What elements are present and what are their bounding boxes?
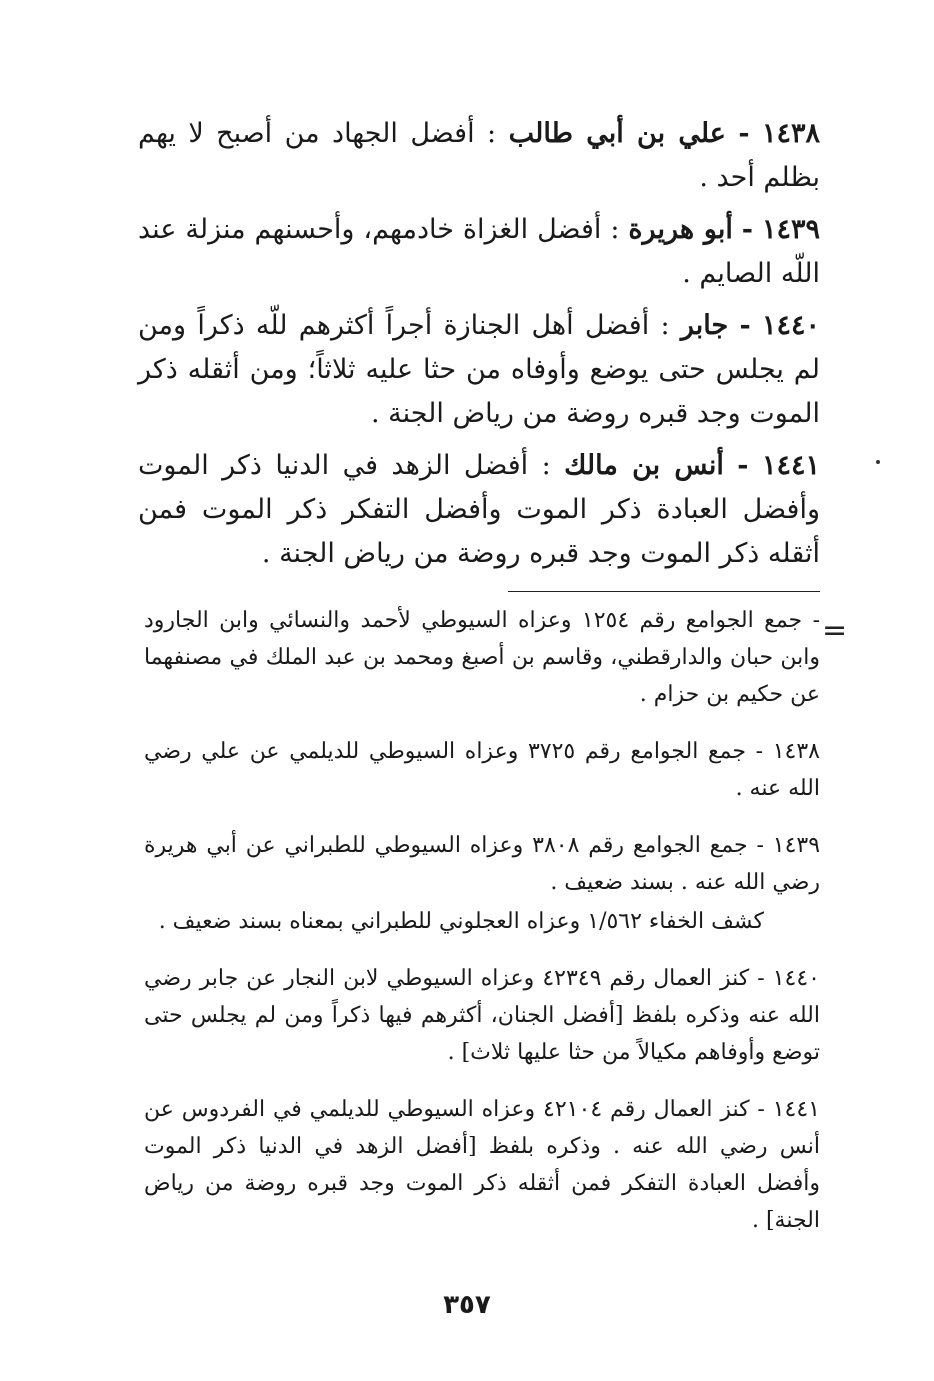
footnote-1439 [144, 827, 820, 901]
footnote-text: - جمع الجوامع رقم ١٢٥٤ وعزاه السيوطي لأحمد والنسائي وابن الجارود وابن حبان والدارقطني، وقاسم بن أصبغ ومحمد بن عبد الملك في مصنفهما عن حكيم بن حزام . [144, 608, 820, 707]
footnote-subtext: كشف الخفاء ١/٥٦٢ وعزاه العجلوني للطبراني بمعناه بسند ضعيف . [158, 909, 764, 934]
entry-separator: : [660, 310, 670, 341]
entry-text: أفضل الجهاد من أصبح لا يهم بظلم أحد . [138, 118, 820, 193]
entry-number: ١٤٣٨ [762, 118, 821, 149]
continuation-mark: = [822, 613, 848, 648]
entry-author: أنس بن مالك [564, 450, 724, 481]
footnote-text: ١٤٣٩ - جمع الجوامع رقم ٣٨٠٨ وعزاه السيوطي للطبراني عن أبي هريرة رضي الله عنه . بسند ضعيف . [144, 833, 821, 895]
entry-author: علي بن أبي طالب [508, 118, 726, 149]
footnote-continued [144, 602, 820, 713]
footnote-1439-sub [144, 903, 820, 940]
entry-dash: - [737, 450, 749, 481]
entry-1441 [138, 444, 820, 576]
entry-text: أفضل الزهد في الدنيا ذكر الموت وأفضل العبادة ذكر الموت وأفضل التفكر ذكر الموت فمن أثقله ذكر الموت وجد قبره روضة من رياض الجنة . [138, 450, 820, 569]
entry-dash: - [741, 214, 754, 245]
footnote-text: ١٤٤٠ - كنز العمال رقم ٤٢٣٤٩ وعزاه السيوطي لابن النجار عن جابر رضي الله عنه وذكره بلفظ [أفضل الجنان، أكثرهم فيها ذكراً ومن لم يجلس حتى توضع وأوفاهم مكيالاً من حثا عليها ثلاث] . [144, 966, 820, 1065]
page-number: ٣٥٧ [443, 1290, 491, 1320]
entry-dash: - [738, 118, 750, 149]
entry-1438 [138, 112, 820, 200]
entry-dash: - [739, 310, 751, 341]
stray-mark [876, 460, 880, 464]
entry-separator: : [610, 214, 620, 245]
entry-text: أفضل أهل الجنازة أجراً أكثرهم للّه ذكراً ومن لم يجلس حتى يوضع وأوفاه من حثا عليه ثلاثاً؛ ومن أثقله ذكر الموت وجد قبره روضة من رياض الجنة . [138, 310, 820, 429]
entry-1440 [138, 304, 820, 436]
entry-author: أبو هريرة [628, 214, 733, 245]
footnote-text: ١٤٤١ - كنز العمال رقم ٤٢١٠٤ وعزاه السيوطي للديلمي في الفردوس عن أنس رضي الله عنه . وذكره بلفظ [أفضل الزهد في الدنيا ذكر الموت وأفضل العبادة التفكر فمن أثقله ذكر الموت وجد قبره روضة من رياض الجنة] . [144, 1097, 820, 1233]
main-text-block [138, 112, 820, 584]
entry-1439 [138, 208, 820, 296]
footnote-1440 [144, 960, 820, 1071]
entry-author: جابر [680, 310, 729, 341]
entry-text: أفضل الغزاة خادمهم، وأحسنهم منزلة عند اللّه الصايم . [138, 214, 820, 289]
footnote-text: ١٤٣٨ - جمع الجوامع رقم ٣٧٢٥ وعزاه السيوطي للديلمي عن علي رضي الله عنه . [144, 739, 820, 801]
footnote-separator-rule [508, 591, 820, 592]
footnotes [144, 602, 820, 1259]
entry-number: ١٤٤٠ [762, 310, 821, 341]
entry-number: ١٤٤١ [761, 450, 820, 481]
entry-number: ١٤٣٩ [761, 214, 820, 245]
footnote-1438 [144, 733, 820, 807]
entry-separator: : [541, 450, 551, 481]
entry-separator: : [487, 118, 497, 149]
footnote-1441 [144, 1091, 820, 1239]
